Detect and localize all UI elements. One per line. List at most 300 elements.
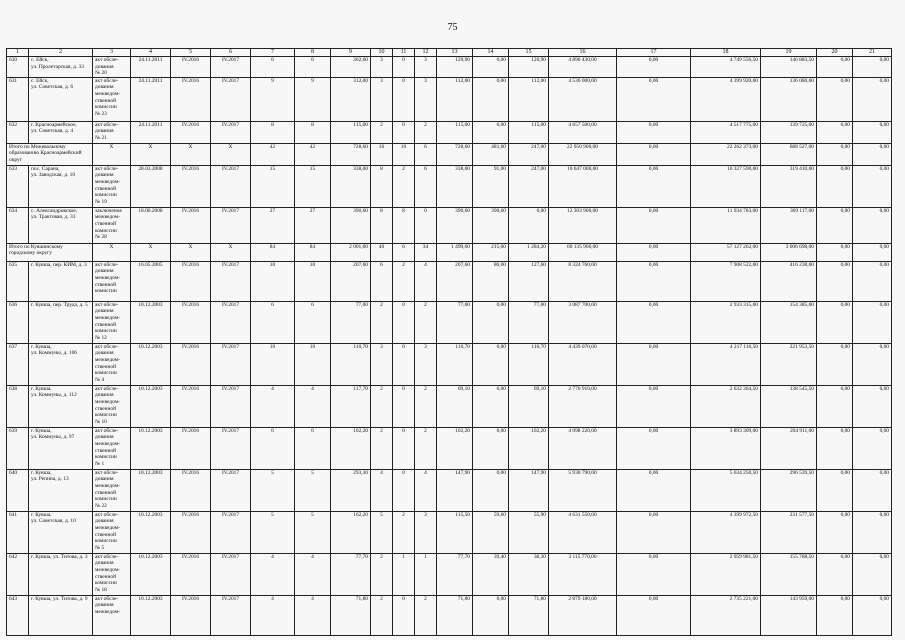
table-cell: 2 — [415, 595, 437, 635]
table-cell: 0,00 — [853, 343, 892, 385]
table-cell: 4 896 430,00 — [549, 57, 617, 78]
table-cell: 117,70 — [331, 385, 371, 427]
table-cell: 71,80 — [509, 595, 549, 635]
table-cell: 28.03.2008 — [131, 165, 171, 207]
table-cell: 0,00 — [617, 207, 691, 243]
table-cell: пос. Сарана, ул. Заводская, д. 10 — [29, 165, 93, 207]
table-cell: 10 — [393, 143, 415, 165]
table-cell: IV.2017 — [211, 343, 251, 385]
table-cell: 120,90 — [437, 57, 473, 78]
table-cell: 0,00 — [617, 57, 691, 78]
table-cell: 0,00 — [853, 165, 892, 207]
table-cell: 102,20 — [331, 427, 371, 469]
table-cell: X — [131, 143, 171, 165]
table-cell: 10.12.2003 — [131, 553, 171, 595]
table-cell: 3 — [415, 57, 437, 78]
table-cell: 0,00 — [817, 427, 853, 469]
table-row — [7, 301, 892, 343]
table-cell: IV.2016 — [171, 343, 211, 385]
table-cell: акт обсле- дования межведом- ственной комиссии № 10 — [93, 385, 131, 427]
table-cell: 0,00 — [473, 343, 509, 385]
table-cell: 2 — [393, 261, 415, 301]
table-cell: 2 — [371, 121, 393, 143]
table-row — [7, 207, 892, 243]
page-number: 75 — [447, 22, 458, 33]
table-cell: 84 — [295, 243, 331, 261]
table-cell: 0,00 — [853, 243, 892, 261]
table-cell: IV.2016 — [171, 385, 211, 427]
table-cell: 0,00 — [817, 77, 853, 121]
table-cell: IV.2017 — [211, 385, 251, 427]
table-cell: IV.2016 — [171, 57, 211, 78]
table-cell: X — [171, 243, 211, 261]
table-cell: 2 — [415, 427, 437, 469]
table-cell: 80,00 — [473, 261, 509, 301]
table-cell: с. Ейск, ул. Пролетарская, д. 33 — [29, 57, 93, 78]
row-number-cell: 634 — [7, 207, 29, 243]
table-cell: 77,00 — [331, 301, 371, 343]
column-number-cell: 8 — [295, 49, 331, 57]
table-cell: 59,60 — [473, 511, 509, 553]
table-cell: 1 — [415, 553, 437, 595]
table-row — [7, 57, 892, 78]
table-cell: 0 — [393, 57, 415, 78]
column-number-cell: 3 — [93, 49, 131, 57]
table-cell: акт обсле- дования межведом- ственной комиссии № 19 — [93, 165, 131, 207]
column-number-cell: 5 — [171, 49, 211, 57]
table-row — [7, 469, 892, 511]
subtotal-row — [7, 143, 892, 165]
table-cell: 0,00 — [853, 553, 892, 595]
table-cell: 0,00 — [617, 553, 691, 595]
column-number-cell: 15 — [509, 49, 549, 57]
table-cell: 3 — [371, 57, 393, 78]
column-number-cell: 4 — [131, 49, 171, 57]
table-row — [7, 261, 892, 301]
housing-program-table — [6, 48, 892, 636]
table-cell: акт обсле- дования № 21 — [93, 121, 131, 143]
table-cell: 6 — [251, 301, 295, 343]
subtotal-label: Итого по Кувшинскому городскому округу — [7, 243, 93, 261]
table-cell: 0,00 — [473, 77, 509, 121]
table-cell: 0,00 — [817, 553, 853, 595]
table-cell: 77,70 — [331, 553, 371, 595]
row-number-cell: 638 — [7, 385, 29, 427]
table-row — [7, 77, 892, 121]
table-cell: 0 — [393, 385, 415, 427]
table-cell: 4 — [371, 469, 393, 511]
table-cell: г. Кувша, пер. Труда, д. 5 — [29, 301, 93, 343]
table-cell: 0,00 — [473, 595, 509, 635]
table-row — [7, 553, 892, 595]
table-cell: 0,00 — [817, 143, 853, 165]
table-cell: заключение межведом- ственной комиссии № 28 — [93, 207, 131, 243]
table-cell: 115,00 — [331, 121, 371, 143]
table-cell: 0 — [415, 207, 437, 243]
table-cell: 0 — [393, 343, 415, 385]
table-cell: 0,00 — [817, 57, 853, 78]
table-cell: 0,00 — [853, 207, 892, 243]
table-cell: 3 006 698,00 — [761, 243, 817, 261]
table-cell: 10 — [295, 261, 331, 301]
table-cell: 4 749 556,50 — [691, 57, 761, 78]
table-cell: 7 908 522,00 — [691, 261, 761, 301]
table-cell: 143 959,00 — [761, 595, 817, 635]
table-cell: 8 — [371, 207, 393, 243]
table-cell: 1 499,60 — [437, 243, 473, 261]
table-cell: 0,00 — [617, 469, 691, 511]
table-cell: 146 883,50 — [761, 57, 817, 78]
table-cell: 10 647 000,00 — [549, 165, 617, 207]
table-cell: 0,00 — [853, 121, 892, 143]
table-cell: 0,00 — [617, 243, 691, 261]
table-cell: 3 — [415, 511, 437, 553]
table-cell: 0,00 — [817, 301, 853, 343]
table-cell: 3 — [415, 343, 437, 385]
column-number-cell: 13 — [437, 49, 473, 57]
table-cell: IV.2016 — [171, 595, 211, 635]
table-cell: г. Красноармейское, ул. Советская, д. 4 — [29, 121, 93, 143]
table-cell: IV.2016 — [171, 261, 211, 301]
table-cell: 0,00 — [617, 427, 691, 469]
table-cell: 0 — [393, 595, 415, 635]
table-cell: 2 933 315,00 — [691, 301, 761, 343]
table-cell: 0,00 — [817, 385, 853, 427]
table-cell: IV.2016 — [171, 301, 211, 343]
table-cell: 0,00 — [853, 77, 892, 121]
table-cell: акт обсле- дования межведом- ственной комиссии № 4 — [93, 343, 131, 385]
column-number-cell: 9 — [331, 49, 371, 57]
table-cell: 2 — [371, 385, 393, 427]
table-cell: 42 — [251, 143, 295, 165]
table-cell: 71,80 — [331, 595, 371, 635]
table-cell: 247,00 — [509, 165, 549, 207]
table-cell: 4 098 220,00 — [549, 427, 617, 469]
table-cell: 27 — [251, 207, 295, 243]
table-cell: IV.2017 — [211, 261, 251, 301]
table-cell: 0,00 — [473, 469, 509, 511]
table-cell: X — [211, 143, 251, 165]
table-cell: X — [211, 243, 251, 261]
table-cell: 3 087 700,00 — [549, 301, 617, 343]
table-cell: 3 — [371, 343, 393, 385]
table-cell: 8 — [393, 207, 415, 243]
table-cell: 5 — [251, 469, 295, 511]
table-row — [7, 343, 892, 385]
table-cell: 127,60 — [509, 261, 549, 301]
column-number-cell: 2 — [29, 49, 93, 57]
table-cell: 84 — [251, 243, 295, 261]
table-cell: 147,90 — [437, 469, 473, 511]
table-cell: 215,60 — [473, 243, 509, 261]
table-cell: 0,00 — [817, 165, 853, 207]
table-cell: 24.11.2011 — [131, 77, 171, 121]
table-cell: 2 — [415, 301, 437, 343]
table-cell: 77,00 — [437, 301, 473, 343]
table-cell: IV.2016 — [171, 511, 211, 553]
table-cell: 15 — [295, 165, 331, 207]
table-cell: IV.2016 — [171, 207, 211, 243]
table-cell: 2 — [393, 511, 415, 553]
column-number-cell: 16 — [549, 49, 617, 57]
table-cell: 0 — [393, 77, 415, 121]
table-cell: 22 950 900,00 — [549, 143, 617, 165]
table-cell: 112,00 — [437, 77, 473, 121]
table-cell: 112,00 — [509, 77, 549, 121]
table-cell: 1 284,20 — [509, 243, 549, 261]
table-cell: 5 — [251, 511, 295, 553]
table-cell: 39,40 — [473, 553, 509, 595]
table-cell: 338,00 — [437, 165, 473, 207]
table-cell: 207,60 — [437, 261, 473, 301]
table-cell: 312,00 — [331, 77, 371, 121]
table-cell: 10.12.2003 — [131, 343, 171, 385]
column-number-cell: 19 — [761, 49, 817, 57]
row-number-cell: 636 — [7, 301, 29, 343]
column-number-cell: 18 — [691, 49, 761, 57]
table-cell: 207,60 — [331, 261, 371, 301]
table-cell: 4 — [295, 385, 331, 427]
column-number-cell: 7 — [251, 49, 295, 57]
table-cell: 34 — [415, 243, 437, 261]
table-cell: 4 — [251, 385, 295, 427]
table-cell: 390,60 — [473, 207, 509, 243]
table-cell: 3 893 309,00 — [691, 427, 761, 469]
table-cell: г. Кувша, ул. Коммуны, д. 112 — [29, 385, 93, 427]
table-cell: 5 — [295, 469, 331, 511]
row-number-cell: 633 — [7, 165, 29, 207]
table-cell: акт обсле- дования № 20 — [93, 57, 131, 78]
table-cell: 1 — [393, 553, 415, 595]
table-cell: г. Кувша, ул. Титова, д. 3 — [29, 553, 93, 595]
table-cell: 0,00 — [853, 469, 892, 511]
table-cell: 136 080,00 — [761, 77, 817, 121]
table-cell: 0,00 — [617, 301, 691, 343]
table-cell: 231 577,50 — [761, 511, 817, 553]
table-cell: 4 439 070,00 — [549, 343, 617, 385]
table-cell: 11 934 783,00 — [691, 207, 761, 243]
subtotal-label: Итого по Межевальному образованию Красноармейский округ — [7, 143, 93, 165]
table-cell: 6 — [295, 301, 331, 343]
table-cell: 319 410,00 — [761, 165, 817, 207]
table-cell: 3 — [415, 77, 437, 121]
table-cell: 8 — [251, 121, 295, 143]
table-cell: 0,00 — [473, 427, 509, 469]
column-number-row — [7, 49, 892, 57]
table-cell: 4 517 775,00 — [691, 121, 761, 143]
table-cell: 6 — [295, 427, 331, 469]
table-row — [7, 165, 892, 207]
table-cell: 4 399 920,00 — [691, 77, 761, 121]
table-row — [7, 121, 892, 143]
column-number-cell: 21 — [853, 49, 892, 57]
table-cell: IV.2017 — [211, 301, 251, 343]
table-cell: 6 — [415, 165, 437, 207]
table-cell: IV.2017 — [211, 553, 251, 595]
table-cell: 8 — [295, 121, 331, 143]
table-cell: 115,00 — [437, 121, 473, 143]
table-cell: 4 217 116,50 — [691, 343, 761, 385]
table-cell: 27 — [295, 207, 331, 243]
table-cell: 110,70 — [437, 343, 473, 385]
table-cell: 0,00 — [817, 469, 853, 511]
table-cell: 10 — [295, 343, 331, 385]
table-cell: 0,00 — [617, 595, 691, 635]
table-cell: 38,30 — [509, 553, 549, 595]
table-cell: 3 — [371, 77, 393, 121]
table-cell: 16.05.2005 — [131, 261, 171, 301]
table-cell: 69,10 — [437, 385, 473, 427]
table-cell: 2 632 364,50 — [691, 385, 761, 427]
table-cell: 9 — [295, 77, 331, 121]
table-cell: X — [171, 143, 211, 165]
table-cell: 6 — [251, 57, 295, 78]
table-cell: 8 — [371, 165, 393, 207]
table-cell: г. Кувша, ул. Титова, д. 9 — [29, 595, 93, 635]
table-cell: 0,00 — [617, 165, 691, 207]
table-cell: 688 527,00 — [761, 143, 817, 165]
table-cell: 5 634 250,50 — [691, 469, 761, 511]
table-cell: 0,00 — [853, 261, 892, 301]
row-number-cell: 639 — [7, 427, 29, 469]
table-cell: 2 — [393, 165, 415, 207]
table-cell: 481,60 — [473, 143, 509, 165]
table-cell: г. Кувша, ул. Коммуны, д. 97 — [29, 427, 93, 469]
table-cell: 120,90 — [509, 57, 549, 78]
table-cell: 2 — [415, 385, 437, 427]
table-cell: 10.12.2003 — [131, 511, 171, 553]
table-row — [7, 385, 892, 427]
table-cell: 0,00 — [817, 595, 853, 635]
table-cell: X — [93, 243, 131, 261]
table-cell: 139 725,00 — [761, 121, 817, 143]
table-cell: 0,00 — [817, 343, 853, 385]
table-cell: 0,00 — [617, 143, 691, 165]
table-cell: акт обсле- дования межведом- — [93, 595, 131, 635]
column-number-cell: 14 — [473, 49, 509, 57]
table-cell: г. Кувша, ул. Коммуны, д. 106 — [29, 343, 93, 385]
table-cell: 4 — [251, 595, 295, 635]
table-cell: 0,00 — [509, 207, 549, 243]
table-cell: IV.2017 — [211, 165, 251, 207]
table-cell: 9 — [251, 77, 295, 121]
table-cell: IV.2017 — [211, 595, 251, 635]
table-cell: 390,60 — [437, 207, 473, 243]
table-cell: 369 117,00 — [761, 207, 817, 243]
table-cell: 2 735 221,00 — [691, 595, 761, 635]
table-cell: 4 657 500,00 — [549, 121, 617, 143]
table-cell: 77,00 — [509, 301, 549, 343]
table-cell: 0,00 — [473, 385, 509, 427]
table-cell: 0,00 — [473, 121, 509, 143]
table-cell: 728,60 — [437, 143, 473, 165]
row-number-cell: 637 — [7, 343, 29, 385]
table-cell: 10 — [251, 261, 295, 301]
table-cell: IV.2017 — [211, 511, 251, 553]
table-cell: 0,00 — [817, 261, 853, 301]
table-cell: 42 — [295, 143, 331, 165]
table-cell: IV.2016 — [171, 427, 211, 469]
table-cell: 24.11.2011 — [131, 121, 171, 143]
table-cell: 115,50 — [437, 511, 473, 553]
table-cell: 293,30 — [331, 469, 371, 511]
table-cell: 15 — [251, 165, 295, 207]
table-cell: 5 930 790,00 — [549, 469, 617, 511]
table-cell: 0 — [393, 121, 415, 143]
table-cell: 0,00 — [617, 121, 691, 143]
table-cell: 91,00 — [473, 165, 509, 207]
table-row — [7, 595, 892, 635]
table-cell: 10.12.2003 — [131, 595, 171, 635]
table-cell: 110,70 — [509, 343, 549, 385]
table-cell: 24.11.2011 — [131, 57, 171, 78]
table-cell: IV.2017 — [211, 427, 251, 469]
table-cell: 4 — [295, 595, 331, 635]
table-cell: 60 135 960,00 — [549, 243, 617, 261]
column-number-cell: 6 — [211, 49, 251, 57]
table-cell: акт обсле- дования межведом- ственной комиссии № 22 — [93, 469, 131, 511]
table-cell: 0,00 — [853, 427, 892, 469]
table-cell: 10.12.2003 — [131, 301, 171, 343]
table-cell: IV.2016 — [171, 121, 211, 143]
table-cell: 221 953,50 — [761, 343, 817, 385]
row-number-cell: 632 — [7, 121, 29, 143]
table-cell: 57 127 262,00 — [691, 243, 761, 261]
table-cell: 2 959 981,50 — [691, 553, 761, 595]
table-cell: 6 — [251, 427, 295, 469]
table-cell: 2 — [371, 595, 393, 635]
table-cell: 390,60 — [331, 207, 371, 243]
table-cell: 0,00 — [473, 301, 509, 343]
table-cell: IV.2017 — [211, 77, 251, 121]
table-cell: 0,00 — [817, 121, 853, 143]
row-number-cell: 631 — [7, 77, 29, 121]
table-cell: 16 — [371, 143, 393, 165]
table-cell: 302,60 — [331, 57, 371, 78]
table-cell: IV.2016 — [171, 77, 211, 121]
column-number-cell: 12 — [415, 49, 437, 57]
row-number-cell: 630 — [7, 57, 29, 78]
table-cell: 0,00 — [473, 57, 509, 78]
table-cell: 0 — [393, 301, 415, 343]
table-cell: 155 788,50 — [761, 553, 817, 595]
row-number-cell: 643 — [7, 595, 29, 635]
table-cell: 10.12.2003 — [131, 385, 171, 427]
table-cell: акт обсле- дования межведом- ственной комиссии № 23 — [93, 77, 131, 121]
table-cell: с. Александровское, ул. Трактовая, д. 33 — [29, 207, 93, 243]
table-cell: IV.2016 — [171, 469, 211, 511]
table-row — [7, 511, 892, 553]
row-number-cell: 641 — [7, 511, 29, 553]
row-number-cell: 642 — [7, 553, 29, 595]
row-number-cell: 640 — [7, 469, 29, 511]
table-cell: 0,00 — [617, 261, 691, 301]
table-cell: 3 115 770,00 — [549, 553, 617, 595]
column-number-cell: 20 — [817, 49, 853, 57]
table-cell: 10.12.2003 — [131, 427, 171, 469]
table-cell: 728,60 — [331, 143, 371, 165]
table-cell: 69,10 — [509, 385, 549, 427]
table-cell: 115,00 — [509, 121, 549, 143]
table-cell: 0,00 — [617, 511, 691, 553]
table-cell: 2 — [371, 427, 393, 469]
table-row — [7, 427, 892, 469]
row-number-cell: 635 — [7, 261, 29, 301]
column-number-cell: 10 — [371, 49, 393, 57]
table-cell: 5 — [371, 511, 393, 553]
table-cell: 102,20 — [437, 427, 473, 469]
housing-program-table-sheet — [6, 48, 887, 640]
